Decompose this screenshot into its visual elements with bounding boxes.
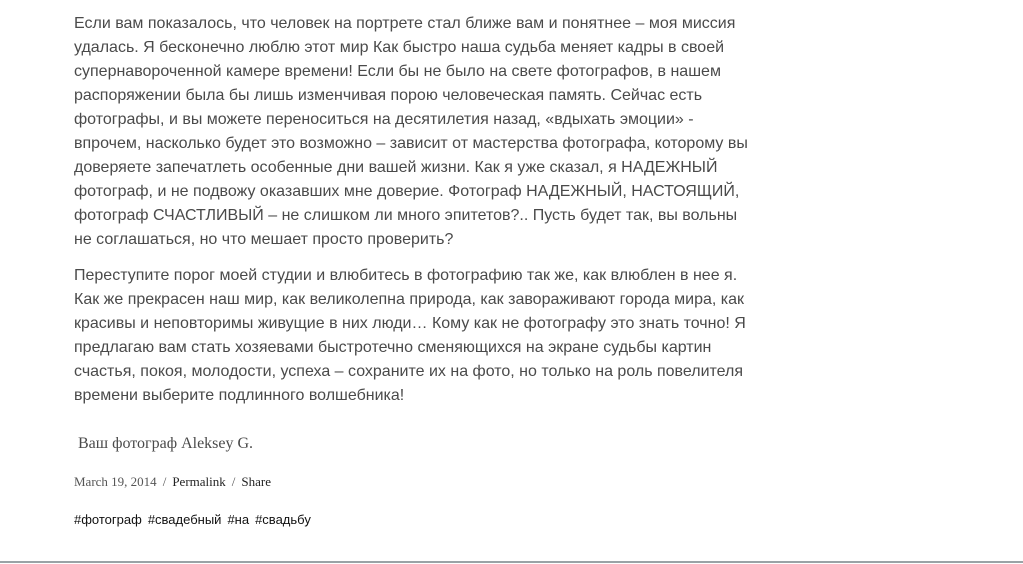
post-paragraph: Если вам показалось, что человек на портрете стал ближе вам и понятнее – моя миссия удалась. Я бесконечно люблю этот мир Как быстро наша судьба меняет кадры в своей супернавороченной камере времени! Если бы не было на свете фотографов, в нашем распоряжении была бы лишь изменчивая порою человеческая память. Сейчас есть фотографы, и вы можете переноситься на десятилетия назад, «вдыхать эмоции» - впрочем, насколько будет это возможно – зависит от мастерства фотографа, которому вы доверяете запечатлеть особенные дни вашей жизни. Как я уже сказал, я НАДЕЖНЫЙ фотограф, и не подвожу оказавших мне доверие. Фотограф НАДЕЖНЫЙ, НАСТОЯЩИЙ, фотограф СЧАСТЛИВЫЙ – не слишком ли много эпитетов?.. Пусть будет так, вы вольны не соглашаться, но что мешает просто проверить? <box>74 15 748 248</box>
meta-separator: / <box>162 474 167 489</box>
tag-link[interactable]: #на <box>227 512 250 527</box>
post-meta <box>74 473 271 491</box>
permalink-link[interactable]: Permalink <box>172 474 226 489</box>
post-tags <box>74 511 317 529</box>
post-paragraph: Переступите порог моей студии и влюбитесь в фотографию так же, как влюблен в нее я. Как же прекрасен наш мир, как великолепна природа, как завораживают города мира, как красивы и неповторимы живущие в них люди… Кому как не фотографу это знать точно! Я предлагаю вам стать хозяевами быстротечно сменяющихся на экране судьбы картин счастья, покоя, молодости, успеха – сохраните их на фото, но только на роль повелителя времени выберите подлинного волшебника! <box>74 267 746 404</box>
post-date: March 19, 2014 <box>74 474 157 489</box>
tag-link[interactable]: #фотограф <box>74 512 142 527</box>
bottom-divider <box>0 561 1023 563</box>
post-signature: Ваш фотограф Aleksey G. <box>78 435 254 452</box>
tag-link[interactable]: #свадебный <box>147 512 222 527</box>
tag-link[interactable]: #свадьбу <box>255 512 311 527</box>
meta-separator: / <box>231 474 236 489</box>
post-body <box>74 12 754 420</box>
share-link[interactable]: Share <box>241 474 271 489</box>
